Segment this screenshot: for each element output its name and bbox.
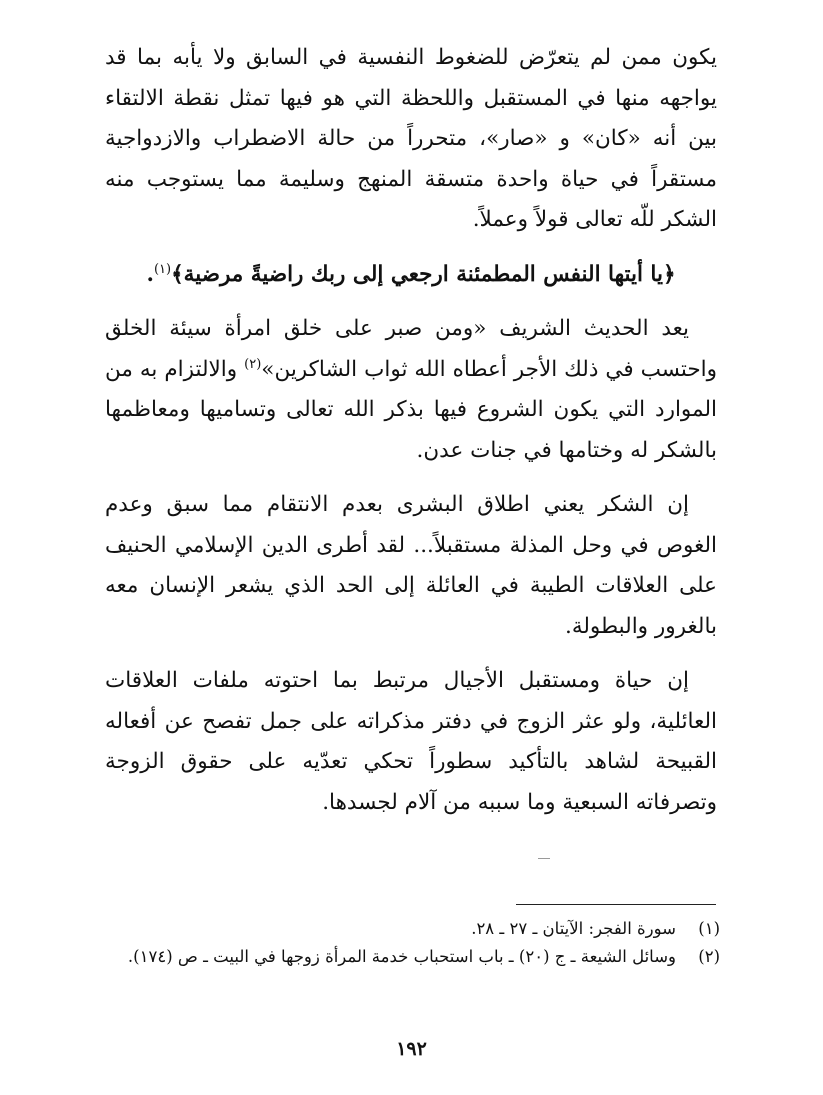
quran-verse (105, 255, 717, 296)
footnote-ref-2: (٢) (244, 356, 262, 372)
verse-end-mark: . (146, 261, 154, 287)
footnote-text: وسائل الشيعة ـ ج (٢٠) ـ باب استحباب خدمة المرأة زوجها في البيت ـ ص (١٧٤). (127, 947, 676, 966)
footnotes (105, 915, 720, 971)
footnote-ref-1: (١) (153, 261, 172, 277)
paragraph-4: إن حياة ومستقبل الأجيال مرتبط بما احتوته ملفات العلاقات العائلية، ولو عثر الزوج في دفتر مذكراته على جمل تفصح عن أفعاله القبيحة لشاهد بالتأكيد سطوراً تحكي تعدّيه على حقوق الزوجة وتصرفاته السبعية وما سببه من آلام لجسدها. (105, 668, 717, 815)
verse-text: ﴿يا أيتها النفس المطمئنة ارجعي إلى ربك راضيةً مرضية﴾ (171, 261, 676, 287)
stray-mark (538, 858, 550, 859)
footnote-2 (105, 943, 720, 971)
paragraph-3: إن الشكر يعني اطلاق البشرى بعدم الانتقام مما سبق وعدم الغوص في وحل المذلة مستقبلاً... لقد أطرى الدين الإسلامي الحنيف على العلاقات الطيبة في العائلة إلى الحد الذي يشعر الإنسان معه بالغرور والبطولة. (105, 492, 717, 639)
footnote-1 (105, 915, 720, 943)
main-text (105, 38, 717, 837)
footnote-number: (١) (698, 919, 720, 938)
page-number: ١٩٢ (396, 1038, 427, 1060)
paragraph-1: يكون ممن لم يتعرّض للضغوط النفسية في السابق ولا يأبه بما قد يواجهه منها في المستقبل واللحظة التي هو فيها تمثل نقطة الالتقاء بين أنه «كان» و «صار»، متحرراً من حالة الاضطراب والازدواجية مستقراً في حياة واحدة متسقة المنهج وسليمة مما يستوجب منه الشكر للّه تعالى قولاً وعملاً. (105, 45, 717, 232)
paragraph-2-part-b: والالتزام به من الموارد التي يكون الشروع فيها بذكر الله تعالى وتساميها ومعاظمها بالشكر له وختامها في جنات عدن. (105, 356, 717, 463)
paragraph-2 (105, 309, 717, 471)
footnote-number: (٢) (698, 947, 720, 966)
footnote-separator (516, 904, 716, 905)
footnote-text: سورة الفجر: الآيتان ـ ٢٧ ـ ٢٨. (471, 919, 676, 938)
paragraph-2-part-a: يعد الحديث الشريف «ومن صبر على خلق امرأة سيئة الخلق واحتسب في ذلك الأجر أعطاه الله ثواب الشاكرين» (105, 316, 718, 382)
